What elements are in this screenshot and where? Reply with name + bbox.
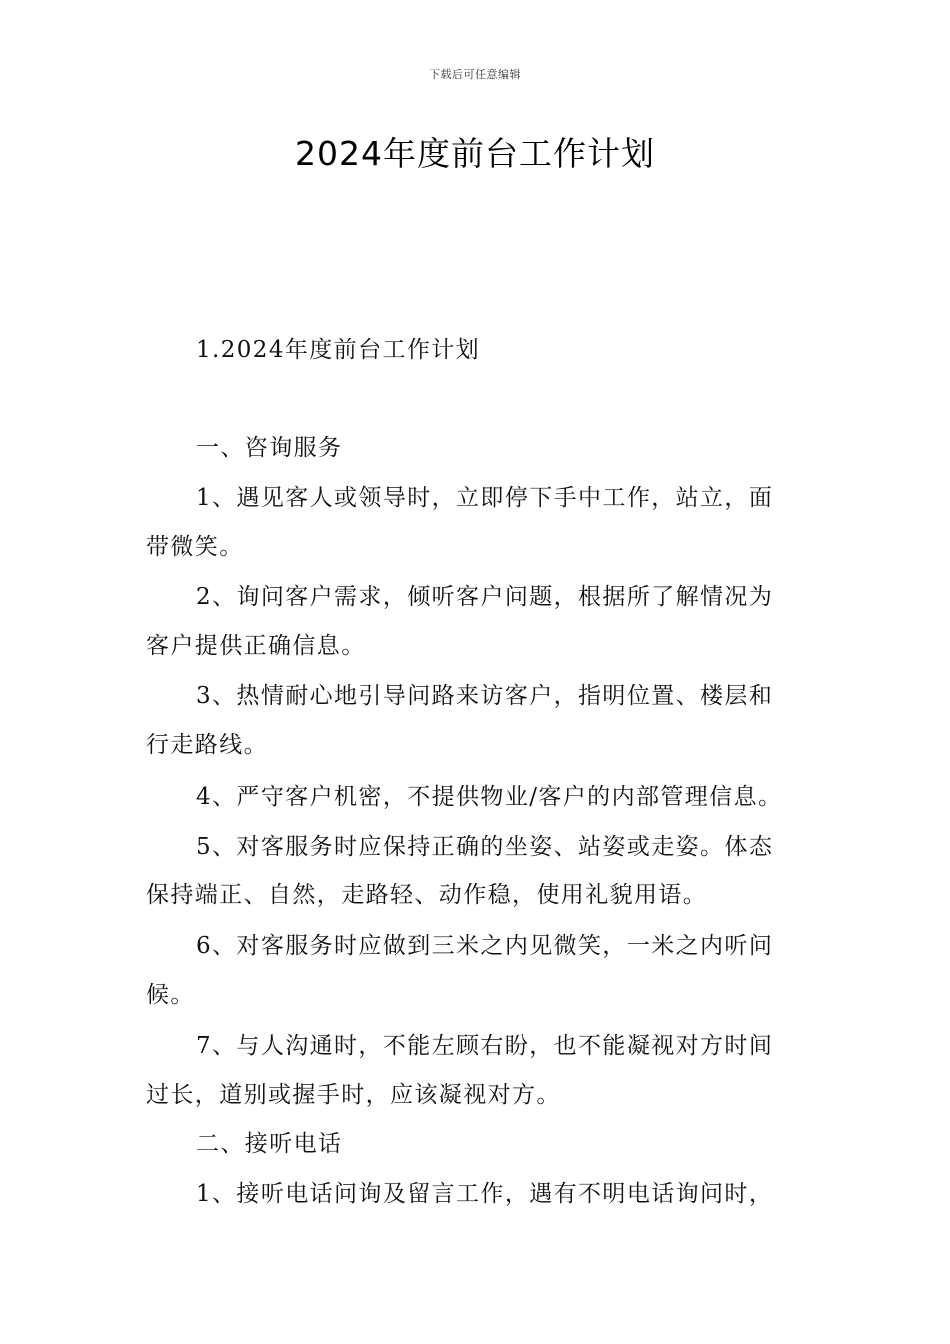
paragraph-line: 1、遇见客人或领导时，立即停下手中工作，站立，面	[196, 485, 774, 511]
paragraph-line: 候。	[146, 982, 195, 1008]
section-title: 1.2024年度前台工作计划	[196, 337, 481, 363]
document-title: 2024年度前台工作计划	[295, 134, 655, 173]
paragraph-line: 过长，道别或握手时，应该凝视对方。	[146, 1082, 561, 1108]
paragraph-line: 保持端正、自然，走路轻、动作稳，使用礼貌用语。	[146, 882, 708, 908]
paragraph-line: 行走路线。	[146, 732, 268, 758]
paragraph-line: 6、对客服务时应做到三米之内见微笑，一米之内听问	[196, 933, 774, 959]
paragraph-line: 4、严守客户机密，不提供物业/客户的内部管理信息。	[196, 784, 783, 810]
section2-heading: 二、接听电话	[196, 1131, 343, 1157]
paragraph-line: 5、对客服务时应保持正确的坐姿、站姿或走姿。体态	[196, 834, 774, 860]
header-note: 下载后可任意编辑	[429, 68, 521, 81]
paragraph-line: 客户提供正确信息。	[146, 633, 366, 659]
paragraph-line: 7、与人沟通时，不能左顾右盼，也不能凝视对方时间	[196, 1033, 774, 1059]
paragraph-line: 带微笑。	[146, 534, 244, 560]
paragraph-line: 1、接听电话问询及留言工作，遇有不明电话询问时，	[196, 1181, 774, 1207]
paragraph-line: 3、热情耐心地引导问路来访客户，指明位置、楼层和	[196, 683, 774, 709]
section1-heading: 一、咨询服务	[196, 435, 343, 461]
paragraph-line: 2、询问客户需求，倾听客户问题，根据所了解情况为	[196, 584, 774, 610]
